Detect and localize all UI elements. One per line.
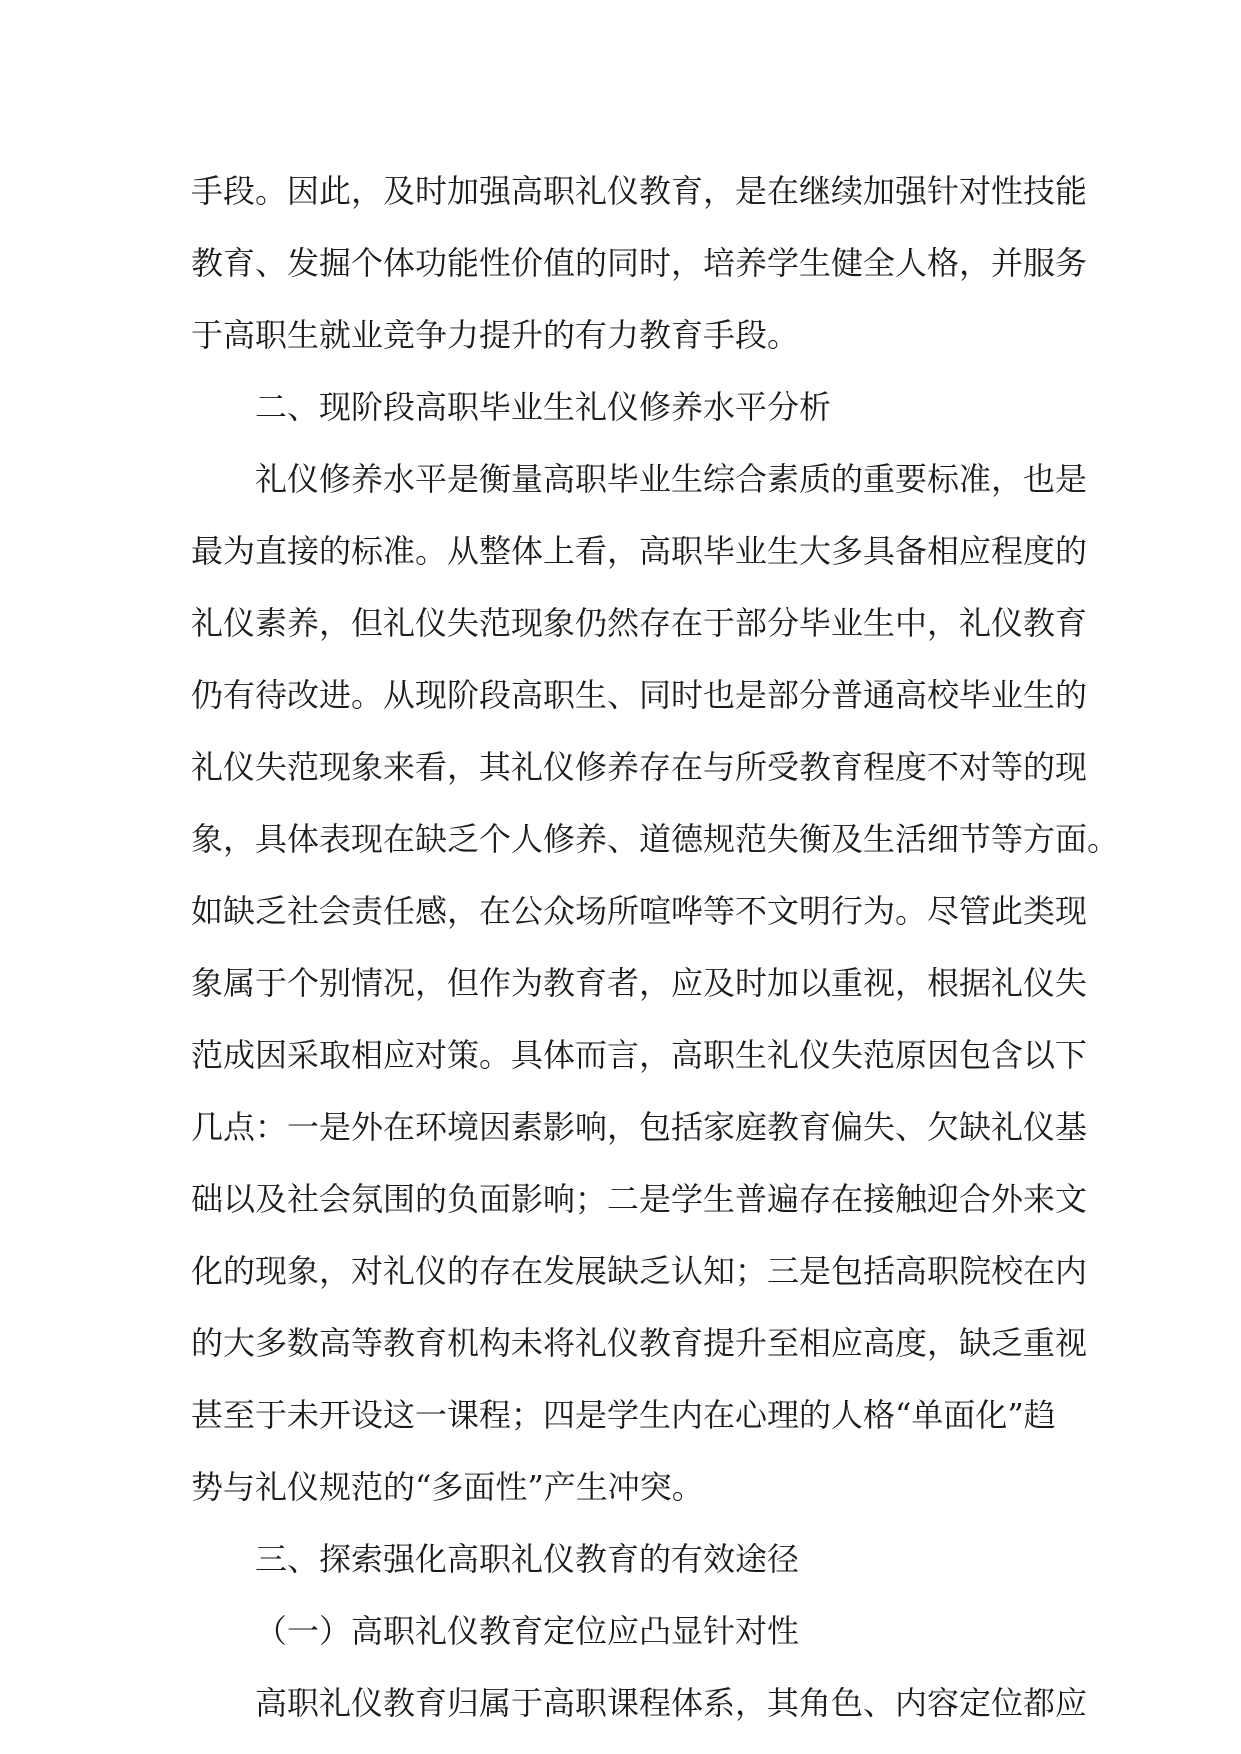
text-line: 手段。因此，及时加强高职礼仪教育，是在继续加强针对性技能 xyxy=(191,172,1088,210)
text-line: 礼仪素养，但礼仪失范现象仍然存在于部分毕业生中，礼仪教育 xyxy=(191,604,1088,642)
text-line: 甚至于未开设这一课程；四是学生内在心理的人格“单面化”趋 xyxy=(191,1396,1056,1434)
text-line: 象，具体表现在缺乏个人修养、道德规范失衡及生活细节等方面。 xyxy=(191,820,1120,858)
text-line: 礼仪失范现象来看，其礼仪修养存在与所受教育程度不对等的现 xyxy=(191,748,1088,786)
text-line: 于高职生就业竞争力提升的有力教育手段。 xyxy=(191,316,800,354)
text-line: 最为直接的标准。从整体上看，高职毕业生大多具备相应程度的 xyxy=(191,532,1088,570)
text-line: 如缺乏社会责任感，在公众场所喧哗等不文明行为。尽管此类现 xyxy=(191,892,1088,930)
text-line: 象属于个别情况，但作为教育者，应及时加以重视，根据礼仪失 xyxy=(191,964,1088,1002)
paragraph-first-line: （一）高职礼仪教育定位应凸显针对性 xyxy=(255,1612,800,1650)
paragraph-first-line: 三、探索强化高职礼仪教育的有效途径 xyxy=(255,1540,800,1578)
paragraph-first-line: 高职礼仪教育归属于高职课程体系，其角色、内容定位都应 xyxy=(255,1684,1088,1722)
text-line: 几点：一是外在环境因素影响，包括家庭教育偏失、欠缺礼仪基 xyxy=(191,1108,1088,1146)
text-line: 化的现象，对礼仪的存在发展缺乏认知；三是包括高职院校在内 xyxy=(191,1252,1088,1290)
text-line: 范成因采取相应对策。具体而言，高职生礼仪失范原因包含以下 xyxy=(191,1036,1088,1074)
paragraph-first-line: 二、现阶段高职毕业生礼仪修养水平分析 xyxy=(255,388,832,426)
paragraph-first-line: 礼仪修养水平是衡量高职毕业生综合素质的重要标准，也是 xyxy=(255,460,1088,498)
text-line: 础以及社会氛围的负面影响；二是学生普遍存在接触迎合外来文 xyxy=(191,1180,1088,1218)
text-line: 的大多数高等教育机构未将礼仪教育提升至相应高度，缺乏重视 xyxy=(191,1324,1088,1362)
text-line: 势与礼仪规范的“多面性”产生冲突。 xyxy=(191,1468,704,1506)
text-line: 仍有待改进。从现阶段高职生、同时也是部分普通高校毕业生的 xyxy=(191,676,1088,714)
body-text xyxy=(191,155,1120,1739)
text-line: 教育、发掘个体功能性价值的同时，培养学生健全人格，并服务 xyxy=(191,244,1088,282)
